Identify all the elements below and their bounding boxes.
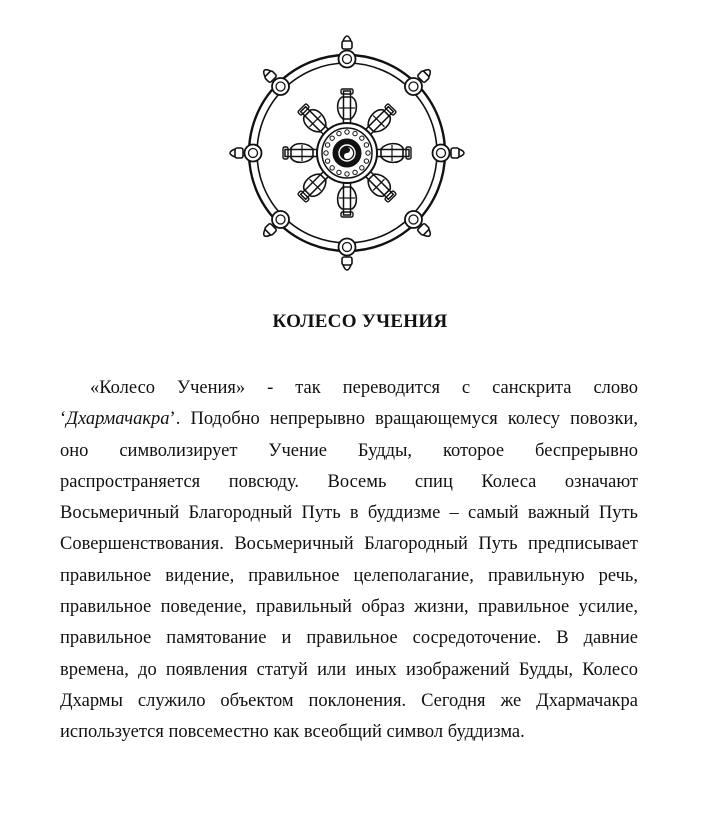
paragraph-text-rest: ’. Подобно непрерывно вращающемуся колесу повозки, оно символизирует Учение Будды, которое беспрерывно распространяется повсюду. Восемь спиц Колеса означают Восьмеричный Благородный Путь в буддизме – самый важный Путь Совершенствования. Восьмеричный Благородный Путь предписывает правильное видение, правильное целеполагание, правильную речь, правильное поведение, правильный образ жизни, правильное усилие, правильное памятование и правильное сосредоточение. В давние времена, до появления статуй или иных изображений Будды, Колесо Дхармы служило объектом поклонения. Сегодня же Дхармачакра используется повсеместно как всеобщий символ буддизма.	[60, 409, 638, 743]
body-paragraph	[60, 373, 638, 749]
sanskrit-term: Дхармачакра	[66, 409, 170, 430]
page-title: КОЛЕСО УЧЕНИЯ	[272, 311, 448, 332]
dharma-wheel-icon	[222, 28, 472, 278]
paragraph-text-start: «Колесо Учения» - так переводится с санскрита слово ‘	[60, 378, 638, 430]
